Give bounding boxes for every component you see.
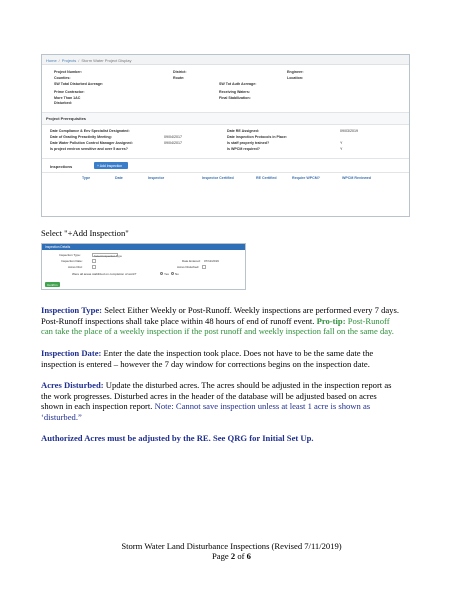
prereq-row2-date: 09/04/2017 xyxy=(164,135,182,139)
pro-tip-label: Pro-tip: xyxy=(316,315,346,326)
stabilized-question: Were all areas stabilized on completion of work? xyxy=(72,272,137,276)
prereq-row1-value: 09/03/2019 xyxy=(340,129,358,133)
page-total: 6 xyxy=(246,551,251,561)
acres-disturbed-label: Acres Disturbed: xyxy=(177,265,200,269)
prereq-row2-label: Date of Grading Preactivity Meeting: xyxy=(50,135,112,139)
inspection-date-paragraph-line2: inspection is entered – however the 7 day window for corrections begins on the inspection date. xyxy=(41,358,370,369)
add-inspection-button[interactable]: + Add Inspection xyxy=(94,162,128,169)
prime-contractor-label: Prime Contractor: xyxy=(54,90,85,94)
disturbed-label: Disturbed: xyxy=(54,101,72,105)
project-info-panel xyxy=(42,65,409,113)
sw-total-disturbed-label: SW Total Disturbed Acreage: xyxy=(54,82,104,86)
pro-tip-text1: Post-Runoff xyxy=(345,315,390,326)
no-radio[interactable] xyxy=(171,272,174,275)
inspection-type-select[interactable]: Select Inspection Type xyxy=(94,253,123,258)
confirm-button[interactable]: Confirm xyxy=(45,282,60,287)
acres-note: Note: Cannot save inspection unless at least 1 acre is shown as xyxy=(154,401,371,411)
no-label: No xyxy=(175,272,179,276)
page-number: 2 xyxy=(230,551,236,561)
receiving-waters-label: Receiving Waters: xyxy=(219,90,251,94)
inspection-date-label: Inspection Date: xyxy=(61,259,83,263)
acres-disturbed-field[interactable] xyxy=(202,265,206,269)
page-prefix: Page xyxy=(212,551,231,561)
footer-title: Storm Water Land Disturbance Inspections (Revised 7/11/2019) xyxy=(121,541,342,551)
inspections-table-header xyxy=(42,173,409,183)
acres-note-line2: ‘disturbed.” xyxy=(41,411,82,422)
col-type[interactable]: Type xyxy=(82,176,91,180)
pro-tip-line2: can take the place of a weekly inspection if the post runoff and weekly inspection fall on the same day. xyxy=(41,326,394,336)
prereq-row3-label: Date Water Pollution Control Manager Assigned: xyxy=(50,141,133,145)
breadcrumb-projects[interactable]: Projects xyxy=(61,58,77,63)
project-display-screenshot xyxy=(41,54,410,217)
breadcrumb: Home / Projects / Storm Water Project Display xyxy=(42,55,409,65)
prereq-row3-value: Y xyxy=(340,141,343,145)
acres-dist-field[interactable] xyxy=(92,265,96,269)
inspection-date-paragraph-line1 xyxy=(41,348,373,358)
select-add-inspection-caption: Select "+Add Inspection" xyxy=(41,228,129,238)
prerequisites-heading: Project Prerequisites xyxy=(42,113,409,125)
district-label: District: xyxy=(173,70,187,74)
prereq-row1-label: Date Compliance & Env Specialist Designated: xyxy=(50,129,130,133)
acres-disturbed-term: Acres Disturbed: xyxy=(41,380,104,390)
authorized-acres-note: Authorized Acres must be adjusted by the RE. See QRG for Initial Set Up. xyxy=(41,433,314,443)
prereq-row3-date: 09/04/2017 xyxy=(164,141,182,145)
prereq-row2-mid: Date Inspection Protocols in Place: xyxy=(227,135,288,139)
date-entered-value: 07/11/2019 xyxy=(204,259,219,263)
col-re-certified[interactable]: RE Certified xyxy=(256,176,277,180)
inspection-type-text2: Post-Runoff inspections shall take place within 48 hours of end of runoff event. xyxy=(41,315,317,326)
inspection-type-paragraph-line1 xyxy=(41,305,399,315)
prereq-row4-value: Y xyxy=(340,147,343,151)
inspections-bar xyxy=(42,159,409,173)
prereq-row4-label: Is project environ sensitive and over 5 acres? xyxy=(50,147,128,151)
inspection-details-title: Inspection Details xyxy=(42,244,245,250)
acres-dist-label: Acres Dist: xyxy=(68,265,83,269)
prereq-row1-mid: Date RE Assigned: xyxy=(227,129,260,133)
location-label: Location: xyxy=(287,76,304,80)
footer-page-number xyxy=(0,551,463,561)
engineer-label: Engineer: xyxy=(287,70,304,74)
inspection-details-screenshot xyxy=(41,243,246,290)
project-number-label: Project Number: xyxy=(54,70,82,74)
inspection-type-text1: Select Either Weekly or Post-Runoff. Weekly inspections are performed every 7 days. xyxy=(102,305,399,315)
inspection-type-label: Inspection Type: xyxy=(59,253,81,257)
date-entered-label: Date Entered: xyxy=(182,259,201,263)
route-label: Route: xyxy=(173,76,185,80)
col-wpcm-reviewed[interactable]: WPCM Reviewed xyxy=(342,176,371,180)
counties-label: Counties: xyxy=(54,76,71,80)
yes-radio[interactable] xyxy=(160,272,163,275)
inspection-date-text1: Enter the date the inspection took place. Does not have to be the same date the xyxy=(101,348,374,358)
col-require-wpcm[interactable]: Require WPCM? xyxy=(292,176,320,180)
final-stabilization-label: Final Stabilization: xyxy=(219,96,251,100)
acres-disturbed-paragraph-line3 xyxy=(41,401,370,411)
inspection-type-paragraph-line2 xyxy=(41,316,390,326)
acres-disturbed-text1: Update the disturbed acres. The acres should be adjusted in the inspection report as xyxy=(103,380,392,390)
page-of: of xyxy=(235,551,247,561)
prereq-row4-mid: Is WPCM required? xyxy=(227,147,260,151)
col-inspector[interactable]: Inspector xyxy=(148,176,165,180)
prereq-row3-mid: Is staff properly trained? xyxy=(227,141,270,145)
inspection-date-field[interactable] xyxy=(92,259,96,263)
acres-disturbed-text3: shown in each inspection report. xyxy=(41,401,155,411)
sw-tot-auth-label: SW Tot Auth Acreage: xyxy=(219,82,257,86)
acres-disturbed-paragraph-line2: the work progresses. Disturbed acres in the header of the database will be adjusted based on acres xyxy=(41,390,377,401)
acres-disturbed-paragraph-line1 xyxy=(41,380,392,390)
inspection-type-term: Inspection Type: xyxy=(41,305,103,315)
col-date[interactable]: Date xyxy=(115,176,123,180)
breadcrumb-home[interactable]: Home xyxy=(46,58,57,63)
breadcrumb-current: Storm Water Project Display xyxy=(81,58,132,63)
inspections-label: Inspections xyxy=(50,164,73,169)
more-than-1ac-label: More Than 1AC xyxy=(54,96,81,100)
prerequisites-panel xyxy=(42,125,409,159)
yes-label: Yes xyxy=(164,272,169,276)
col-inspector-certified[interactable]: Inspector Certified xyxy=(202,176,234,180)
inspection-date-term: Inspection Date: xyxy=(41,348,102,358)
